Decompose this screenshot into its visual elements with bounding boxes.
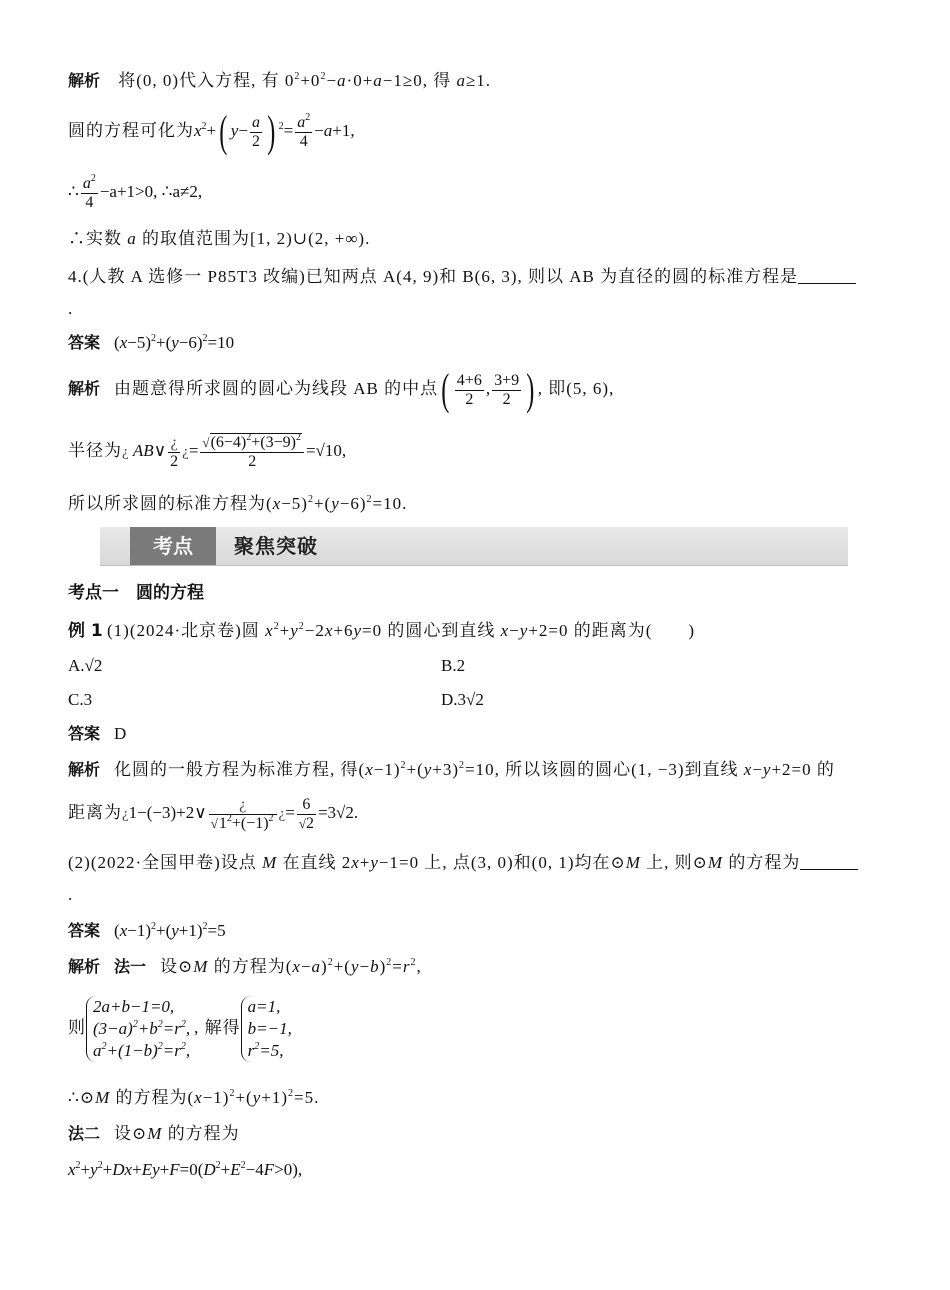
method-2: 法二 设⊙M 的方程为	[68, 1124, 240, 1143]
circle-equation-line: 圆的方程可化为$x^2+$( y− $\frac{a}{2}$ ) $^2$= $\frac{a^2}{4}$ −a+1,	[68, 107, 355, 157]
solution-keyword: 解析	[68, 71, 101, 90]
answer-2: 答案 $(x-1)^2+(y+1)^2=5$	[68, 921, 226, 940]
system-left: 2a+b−1=0, $(3-a)^2+b^2=r^2$, $a^2+(1-b)^2=r^2$,	[86, 996, 194, 1062]
range-line: ∴实数 a 的取值范围为[1, 2)∪(2, +∞).	[68, 229, 371, 248]
method-2-equation: $x^2+y^2+Dx+Ey+F=0(D^2+E^2-4F>0)$,	[68, 1160, 303, 1179]
question-2-dot: .	[68, 885, 73, 904]
solution-4-radius: 半径为¿ AB∨ $\frac{¿}{2}$ ¿= $\frac{√(6-4)^2+(3-9)^2}{2}$ =√10,	[68, 431, 347, 470]
example-1-question-1: 例 1 (1)(2024·北京卷)圆 $x^2+y^2-2x+6y=0$ 的圆心到直线 x−y+2=0 的距离为( )	[68, 621, 696, 641]
system-right: a=1, b=−1, $r^2=5$,	[241, 996, 296, 1062]
solution-4-midpoint: 解析 由题意得所求圆的圆心为线段 AB 的中点( $\frac{4+6}{2}$ , $\frac{3+9}{2}$ ) , 即(5, 6),	[68, 365, 615, 415]
option-d: D.3√2	[441, 690, 484, 709]
solution-text: 将(0, 0)代入方程, 有 $0^2+0^2-a\cdot 0+a-1\ge 0$, 得 a≥1.	[118, 71, 492, 90]
inequality-line: ∴ $\frac{a^2}{4}$ −a+1>0, ∴a≠2,	[68, 172, 203, 211]
solution-1b: 距离为¿1−(−3)+2∨ $\frac{¿}{√1^2+(-1)^2}$ ¿= $\frac{6}{√2}$ =3√2.	[68, 795, 359, 832]
method-1-result: ∴⊙M 的方程为$(x-1)^2+(y+1)^2=5$.	[68, 1088, 320, 1107]
banner-title: 聚焦突破	[234, 534, 318, 558]
answer-1: 答案 D	[68, 724, 127, 743]
option-a: A.√2	[68, 656, 103, 675]
answer-blank-2	[800, 853, 858, 870]
option-b: B.2	[441, 656, 466, 675]
banner-tag: 考点	[130, 527, 216, 565]
solution-4-result: 所以所求圆的标准方程为$(x-5)^2+(y-6)^2=10$.	[68, 494, 408, 513]
question-4-dot: .	[68, 299, 73, 318]
answer-4: 答案 $(x-5)^2+(y-6)^2=10$	[68, 333, 235, 352]
section-banner	[100, 527, 848, 566]
section-heading: 考点一 圆的方程	[68, 583, 204, 603]
equation-system: 则 2a+b−1=0, $(3-a)^2+b^2=r^2$, $a^2+(1-b)^2=r^2$, , 解得 a=1, b=−1, $r^2=5$,	[68, 992, 296, 1064]
solution-line-1	[68, 70, 491, 92]
question-4: 4.(人教 A 选修一 P85T3 改编)已知两点 A(4, 9)和 B(6, 3), 则以 AB 为直径的圆的标准方程是	[68, 266, 856, 288]
answer-blank	[798, 267, 856, 284]
example-1-question-2: (2)(2022·全国甲卷)设点 M 在直线 2x+y−1=0 上, 点(3, 0)和(0, 1)均在⊙M 上, 则⊙M 的方程为	[68, 852, 858, 874]
solution-1a: 解析 化圆的一般方程为标准方程, 得$(x-1)^2+(y+3)^2=10$, 所以该圆的圆心(1, −3)到直线 x−y+2=0 的	[68, 760, 835, 779]
option-c: C.3	[68, 690, 93, 709]
method-1: 解析 法一 设⊙M 的方程为$(x-a)^2+(y-b)^2=r^2$,	[68, 957, 422, 976]
